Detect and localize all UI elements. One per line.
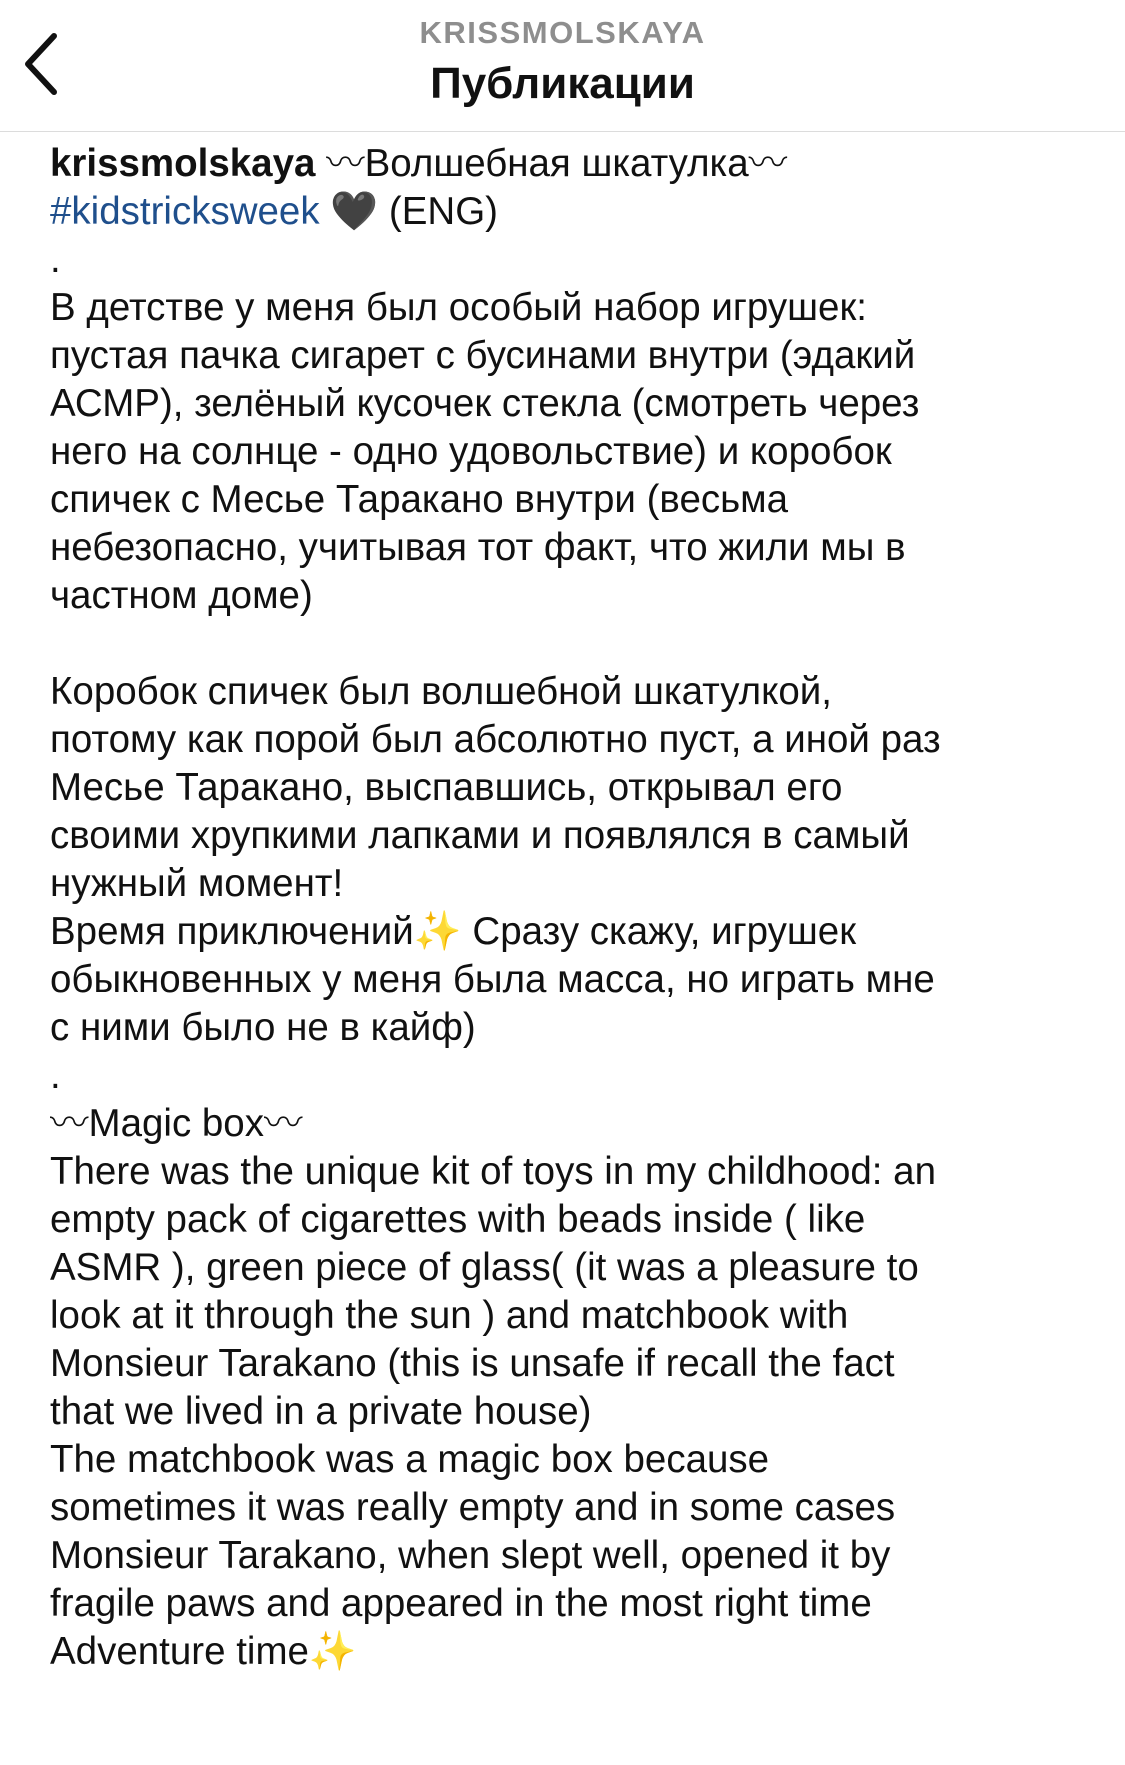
ru-line: нужный момент! [50,862,344,905]
post-author[interactable]: krissmolskaya [50,142,316,185]
ru-line: небезопасно, учитывая тот факт, что жили мы в [50,526,906,569]
ru-line: частном доме) [50,574,313,617]
ru-line: потому как порой был абсолютно пуст, а иной раз [50,718,941,761]
ru-line: него на солнце - одно удовольствие) и коробок [50,430,892,473]
ru-line: АСМР), зелёный кусочек стекла (смотреть через [50,382,920,425]
ru-line: пустая пачка сигарет с бусинами внутри (эдакий [50,334,916,377]
en-line: ASMR ), green piece of glass( (it was a pleasure to [50,1246,919,1289]
en-title: 〰Magic box〰 [50,1102,303,1145]
black-heart-emoji: 🖤 [330,190,379,233]
separator-dot: . [50,238,61,281]
header-titles [0,14,1125,110]
en-line: empty pack of cigarettes with beads inside ( like [50,1198,866,1241]
caption-first-line [50,140,1095,188]
ru-line: В детстве у меня был особый набор игрушек: [50,286,867,329]
ru-line: Месье Таракано, выспавшись, открывал его [50,766,843,809]
caption-hashtag-line [50,188,1095,236]
post-caption [50,140,1095,1676]
ru-line: обыкновенных у меня была масса, но играть мне [50,958,935,1001]
app-header [0,0,1125,132]
hashtag-link[interactable]: #kidstricksweek [50,190,320,233]
lang-label: (ENG) [378,190,498,233]
ru-line: своими хрупкими лапками и появлялся в самый [50,814,910,857]
separator-dot: . [50,1054,61,1097]
header-username[interactable]: KRISSMOLSKAYA [419,15,706,50]
en-line: sometimes it was really empty and in some cases [50,1486,896,1529]
en-line: fragile paws and appeared in the most right time [50,1582,872,1625]
en-line: The matchbook was a magic box because [50,1438,770,1481]
en-line: Adventure time✨ [50,1630,357,1673]
en-line: There was the unique kit of toys in my childhood: an [50,1150,936,1193]
en-line: Monsieur Tarakano (this is unsafe if recall the fact [50,1342,895,1385]
page-title: Публикации [430,59,695,108]
ru-line: спичек с Месье Таракано внутри (весьма [50,478,789,521]
paragraph-gap [50,620,1095,668]
en-line: look at it through the sun ) and matchbook with [50,1294,849,1337]
ru-line: Время приключений✨ Сразу скажу, игрушек [50,910,857,953]
ru-line: Коробок спичек был волшебной шкатулкой, [50,670,832,713]
en-line: that we lived in a private house) [50,1390,592,1433]
ru-line: с ними было не в кайф) [50,1006,476,1049]
post-title: 〰Волшебная шкатулка〰 [315,142,788,185]
en-line: Monsieur Tarakano, when slept well, opened it by [50,1534,891,1577]
